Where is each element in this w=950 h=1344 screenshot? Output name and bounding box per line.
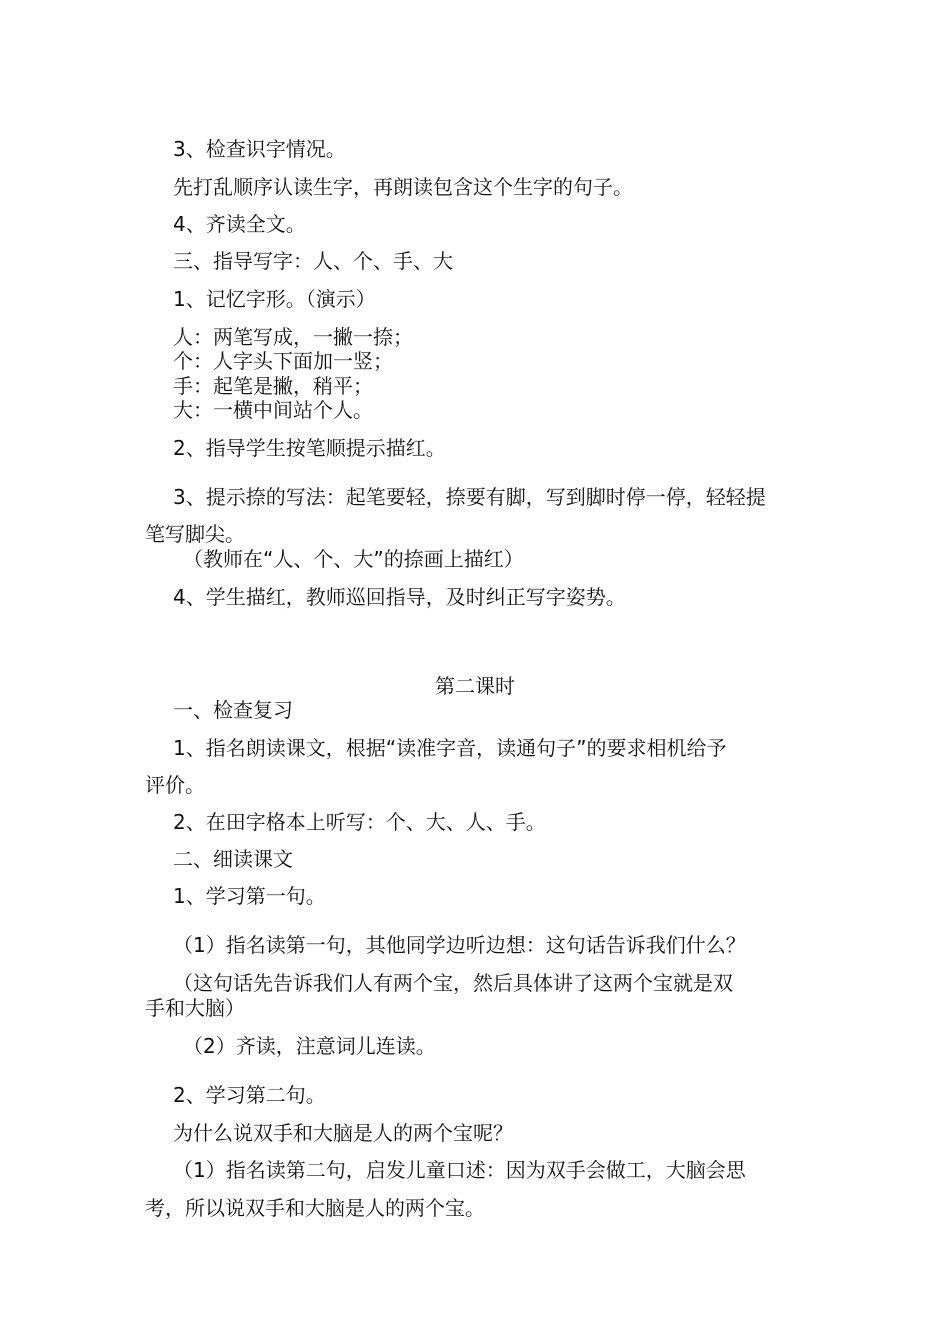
lesson-title: 第二课时 — [435, 674, 515, 698]
stroke-note: 个：人字头下面加一竖； — [173, 349, 393, 373]
stroke-note: 手：起笔是撇，稍平； — [173, 374, 373, 398]
text-line: （1）指名读第二句，启发儿童口述：因为双手会做工，大脑会思 — [173, 1158, 746, 1182]
text-line: （这句话先告诉我们人有两个宝，然后具体讲了这两个宝就是双 — [173, 971, 733, 995]
text-line: （2）齐读，注意词儿连读。 — [183, 1034, 436, 1058]
text-line: 笔写脚尖。 — [145, 522, 245, 546]
text-line: （教师在“人、个、大”的捺画上描红） — [183, 547, 524, 571]
section-heading: 三、指导写字：人、个、手、大 — [173, 249, 453, 273]
text-line: 先打乱顺序认读生字，再朗读包含这个生字的句子。 — [173, 175, 633, 199]
text-line: 4、学生描红，教师巡回指导，及时纠正写字姿势。 — [173, 585, 626, 609]
text-line: 2、指导学生按笔顺提示描红。 — [173, 436, 446, 460]
text-line: 3、检查识字情况。 — [173, 137, 346, 161]
text-line: 2、在田字格本上听写：个、大、人、手。 — [173, 810, 546, 834]
stroke-note: 人：两笔写成，一撇一捺； — [173, 325, 413, 349]
text-line: 1、记忆字形。（演示） — [173, 287, 376, 311]
section-heading: 二、细读课文 — [173, 847, 293, 871]
text-line: 1、指名朗读课文，根据“读准字音，读通句子”的要求相机给予 — [173, 736, 727, 760]
text-line: 2、学习第二句。 — [173, 1083, 326, 1107]
text-line: （1）指名读第一句，其他同学边听边想：这句话告诉我们什么？ — [173, 933, 746, 957]
text-line: 手和大脑） — [145, 996, 245, 1020]
text-line: 评价。 — [145, 773, 205, 797]
text-line: 为什么说双手和大脑是人的两个宝呢？ — [173, 1121, 513, 1145]
text-line: 3、提示捺的写法：起笔要轻，捺要有脚，写到脚时停一停，轻轻提 — [173, 485, 766, 509]
text-line: 考，所以说双手和大脑是人的两个宝。 — [145, 1196, 485, 1220]
text-line: 4、齐读全文。 — [173, 212, 306, 236]
text-line: 1、学习第一句。 — [173, 884, 326, 908]
section-heading: 一、检查复习 — [173, 698, 293, 722]
stroke-note: 大：一横中间站个人。 — [173, 398, 373, 422]
